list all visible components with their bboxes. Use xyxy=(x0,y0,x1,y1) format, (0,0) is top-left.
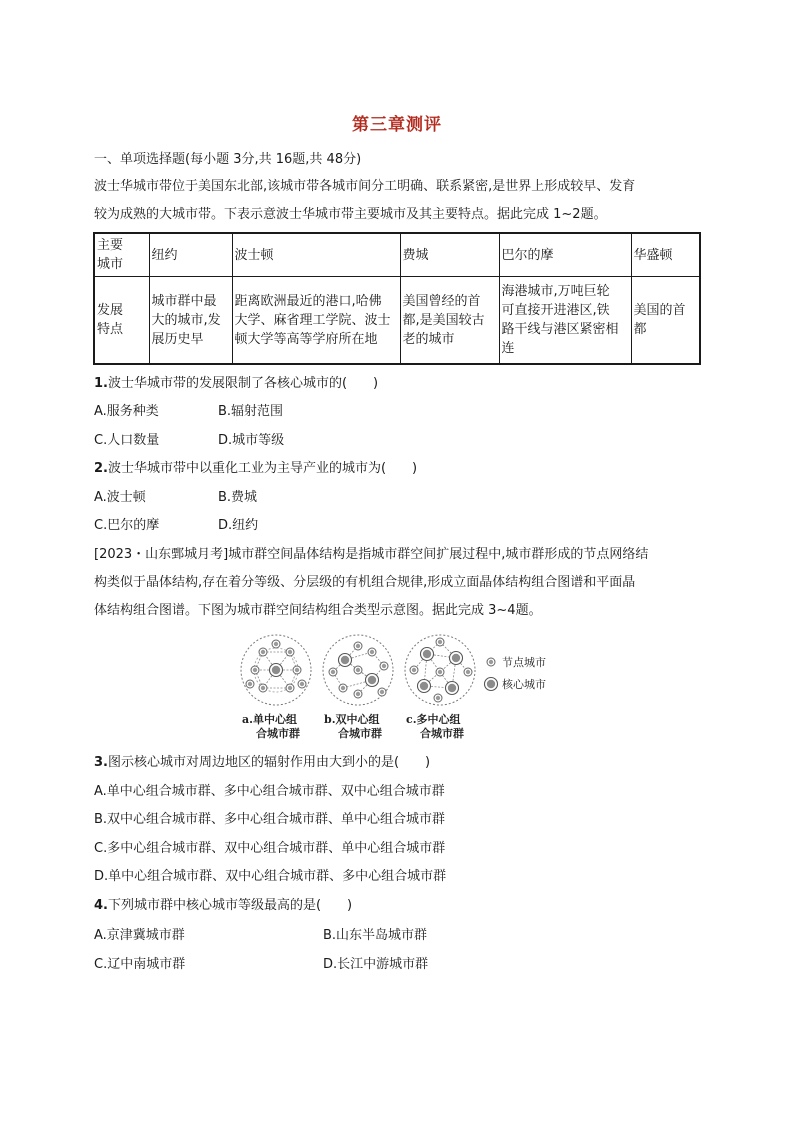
legend-core-label: 核心城市 xyxy=(502,678,546,691)
question-stem: 波士华城市带的发展限制了各核心城市的( ) xyxy=(107,376,379,391)
table-cell-city: 华盛顿 xyxy=(631,233,700,277)
table-cell-city: 纽约 xyxy=(149,233,232,277)
question-4 xyxy=(94,896,352,916)
option: A.单中心组合城市群、多中心组合城市群、双中心组合城市群 xyxy=(94,784,445,799)
option: C.巴尔的摩 xyxy=(94,518,160,533)
question-3 xyxy=(94,753,430,773)
page-title: 第三章测评 xyxy=(352,115,442,135)
intro-line: 较为成熟的大城市带。下表示意波士华城市带主要城市及其主要特点。据此完成 1~2题。 xyxy=(94,207,607,222)
table-header-cell: 发展 特点 xyxy=(94,277,149,365)
caption-c-line2: 合城市群 xyxy=(420,727,464,740)
diagram-a-single-center xyxy=(241,635,311,705)
table-cell-feature: 美国曾经的首 都,是美国较古 老的城市 xyxy=(400,277,499,365)
table-cell-feature: 美国的首 都 xyxy=(631,277,700,365)
option: D.纽约 xyxy=(218,518,259,533)
intro-line: 体结构组合图谱。下图为城市群空间结构组合类型示意图。据此完成 3~4题。 xyxy=(94,603,542,618)
option: B.双中心组合城市群、多中心组合城市群、单中心组合城市群 xyxy=(94,812,446,827)
table-cell-feature: 城市群中最 大的城市,发 展历史早 xyxy=(149,277,232,365)
option: B.山东半岛城市群 xyxy=(323,928,428,943)
table-cell-feature: 距离欧洲最近的港口,哈佛 大学、麻省理工学院、波士 顿大学等高等学府所在地 xyxy=(232,277,400,365)
city-cluster-diagram xyxy=(238,632,568,744)
table-cell-city: 波士顿 xyxy=(232,233,400,277)
table-cell-feature: 海港城市,万吨巨轮 可直接开进港区,铁 路干线与港区紧密相 连 xyxy=(499,277,631,365)
section-heading: 一、单项选择题(每小题 3分,共 16题,共 48分) xyxy=(94,152,362,167)
caption-c-line1: c.多中心组 xyxy=(406,713,461,726)
table-cell-city: 巴尔的摩 xyxy=(499,233,631,277)
caption-a-line2: 合城市群 xyxy=(256,727,300,740)
option: A.服务种类 xyxy=(94,404,159,419)
table-cell-city: 费城 xyxy=(400,233,499,277)
diagram-c-multi-center xyxy=(405,635,475,705)
question-1 xyxy=(94,374,378,394)
option: D.城市等级 xyxy=(218,433,285,448)
question-number: 3. xyxy=(94,755,108,770)
question-stem: 波士华城市带中以重化工业为主导产业的城市为( ) xyxy=(107,461,418,476)
intro-line: [2023・山东鄄城月考]城市群空间晶体结构是指城市群空间扩展过程中,城市群形成的节点网络结 xyxy=(94,547,649,562)
question-number: 1. xyxy=(94,376,108,391)
option: A.京津冀城市群 xyxy=(94,928,185,943)
option: B.费城 xyxy=(218,490,258,505)
question-number: 2. xyxy=(94,461,108,476)
option: C.辽中南城市群 xyxy=(94,957,186,972)
legend-node-label: 节点城市 xyxy=(502,656,546,669)
table-row xyxy=(94,277,700,365)
diagram-legend xyxy=(485,655,547,691)
question-2 xyxy=(94,459,417,479)
intro-line: 构类似于晶体结构,存在着分等级、分层级的有机组合规律,形成立面晶体结构组合图谱和平面晶 xyxy=(94,575,636,590)
diagram-b-double-center xyxy=(323,635,393,705)
question-stem: 图示核心城市对周边地区的辐射作用由大到小的是( ) xyxy=(107,755,431,770)
option: D.长江中游城市群 xyxy=(323,957,429,972)
caption-a-line1: a.单中心组 xyxy=(242,713,297,726)
option: B.辐射范围 xyxy=(218,404,284,419)
question-stem: 下列城市群中核心城市等级最高的是( ) xyxy=(107,898,353,913)
option: A.波士顿 xyxy=(94,490,146,505)
table-header-cell: 主要 城市 xyxy=(94,233,149,277)
option: C.多中心组合城市群、双中心组合城市群、单中心组合城市群 xyxy=(94,841,446,856)
question-number: 4. xyxy=(94,898,108,913)
intro-line: 波士华城市带位于美国东北部,该城市带各城市间分工明确、联系紧密,是世界上形成较早、发育 xyxy=(94,179,636,194)
option: C.人口数量 xyxy=(94,433,160,448)
option: D.单中心组合城市群、双中心组合城市群、多中心组合城市群 xyxy=(94,869,447,884)
caption-b-line1: b.双中心组 xyxy=(324,713,380,726)
caption-b-line2: 合城市群 xyxy=(338,727,382,740)
table-row xyxy=(94,233,700,277)
city-table xyxy=(93,232,701,365)
